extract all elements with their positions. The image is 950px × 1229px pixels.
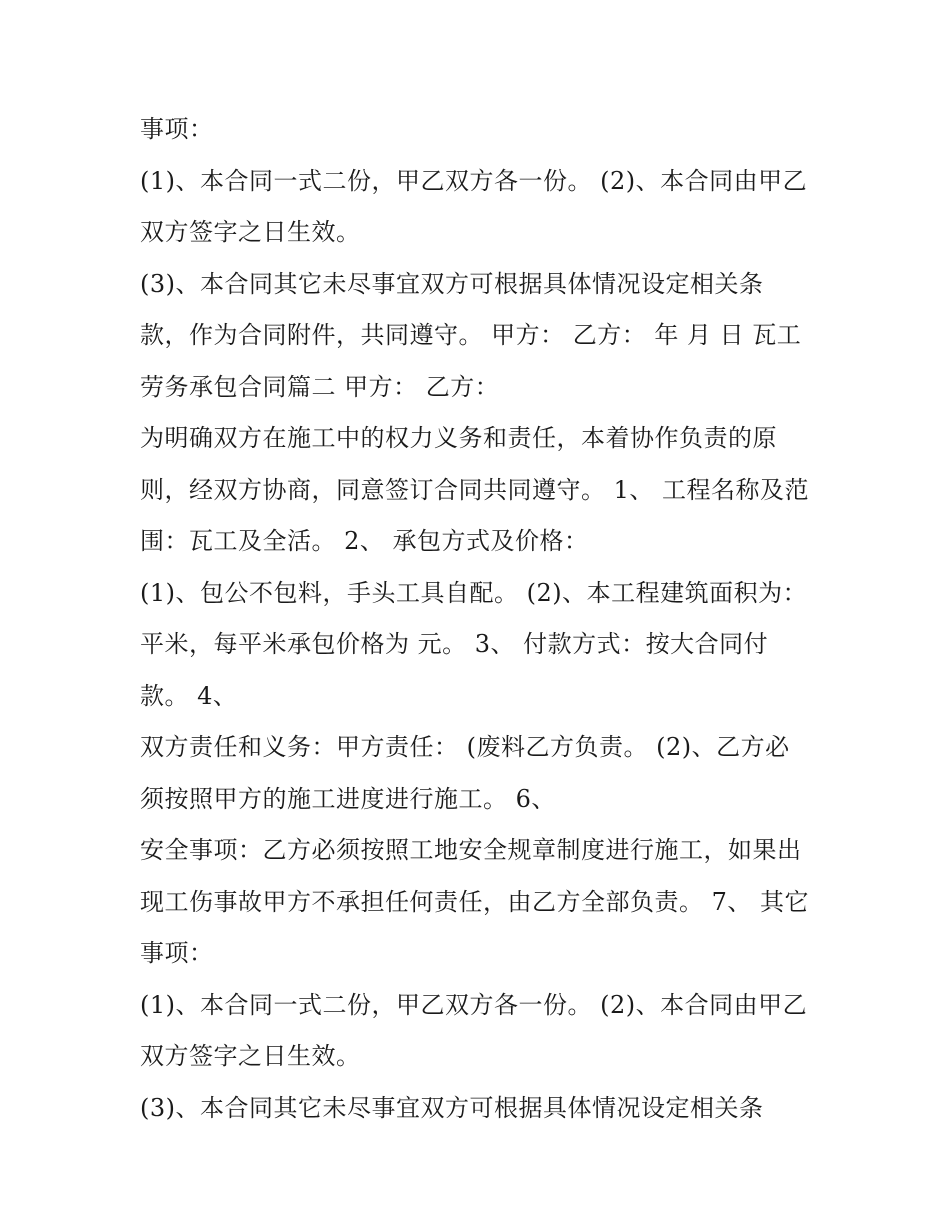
text-line: 须按照甲方的施工进度进行施工。 6、 (140, 784, 556, 813)
text-line: 事项： (140, 115, 214, 143)
text-line: 事项： (140, 939, 214, 967)
text-line: (3)、本合同其它未尽事宜双方可根据具体情况设定相关条 (140, 1093, 764, 1122)
text-line: 劳务承包合同篇二 甲方： 乙方： (140, 372, 500, 401)
text-line: 双方责任和义务：甲方责任： (废料乙方负责。 (2)、乙方必 (140, 733, 790, 761)
text-line: 双方签字之日生效。 (140, 218, 361, 246)
text-line: 则，经双方协商，同意签订合同共同遵守。 1、 工程名称及范 (140, 475, 810, 504)
text-line: 款。 4、 (140, 681, 238, 710)
text-line: 为明确双方在施工中的权力义务和责任，本着协作负责的原 (140, 424, 777, 452)
text-line: 现工伤事故甲方不承担任何责任，由乙方全部负责。 7、 其它 (140, 887, 810, 916)
text-line: 围：瓦工及全活。 2、 承包方式及价格： (140, 527, 589, 555)
text-line: 双方签字之日生效。 (140, 1042, 361, 1070)
text-line: (3)、本合同其它未尽事宜双方可根据具体情况设定相关条 (140, 269, 764, 298)
text-line: 平米，每平米承包价格为 元。 3、 付款方式：按大合同付 (140, 630, 769, 658)
text-line: 款，作为合同附件，共同遵守。 甲方： 乙方： 年 月 日 瓦工 (140, 321, 802, 349)
text-line: 安全事项：乙方必须按照工地安全规章制度进行施工，如果出 (140, 836, 802, 864)
text-line: (1)、包公不包料，手头工具自配。 (2)、本工程建筑面积为： (140, 578, 808, 607)
text-line: (1)、本合同一式二份，甲乙双方各一份。 (2)、本合同由甲乙 (140, 166, 808, 195)
text-line: (1)、本合同一式二份，甲乙双方各一份。 (2)、本合同由甲乙 (140, 990, 808, 1019)
contract-text-block (140, 104, 830, 1134)
